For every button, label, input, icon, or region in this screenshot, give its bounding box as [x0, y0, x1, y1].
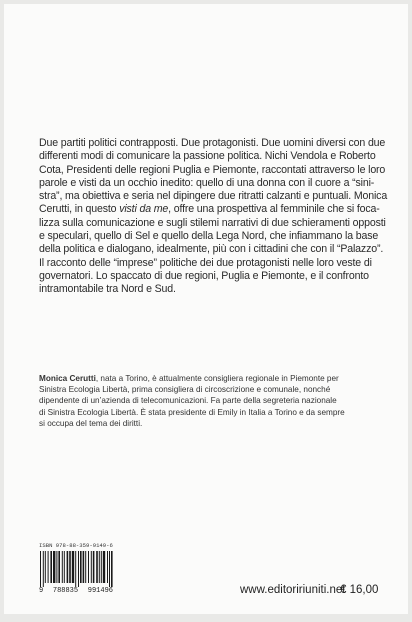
blurb-line-start: Cerutti, in questo — [39, 203, 120, 216]
barcode-bar — [75, 551, 76, 587]
blurb-line: Il racconto delle “imprese” politiche dei due protagonisti nelle loro veste di — [39, 256, 372, 269]
blurb-line: Due partiti politici contrapposti. Due protagonisti. Due uomini diversi con due — [39, 137, 386, 149]
barcode-bar — [48, 551, 49, 583]
barcode-bar — [83, 551, 85, 583]
barcode-graphic — [39, 551, 113, 587]
barcode-bar — [103, 551, 105, 583]
barcode-bar — [43, 551, 44, 587]
blurb-line — [39, 203, 379, 216]
barcode-digit-group-1: 788835 — [52, 587, 79, 595]
barcode-bar — [88, 551, 89, 583]
barcode-bar — [67, 551, 69, 583]
blurb-line: e speculari, quello di Sel e quello della Lega Nord, che infiammano la base — [39, 230, 379, 243]
barcode-bar — [69, 551, 71, 583]
barcode-bar — [107, 551, 108, 583]
barcode-bar — [80, 551, 82, 583]
barcode-bar — [96, 551, 98, 583]
author-bio-line: Sinistra Ecologia Libertà, prima consigliera di circoscrizione e comunale, nonché — [39, 385, 331, 395]
blurb-line: intramontabile tra Nord e Sud. — [39, 283, 176, 296]
publisher-website: www.editoririuniti.net — [240, 584, 346, 596]
barcode-digit-group-2: 991496 — [87, 587, 113, 595]
barcode-bar — [91, 551, 92, 583]
barcode-bar — [50, 551, 52, 583]
barcode-bar — [58, 551, 60, 583]
blurb-line: lizza sulla comunicazione e sugli stilemi narrativi di due schieramenti opposti — [39, 216, 386, 229]
blurb-line: Cota, Presidenti delle regioni Puglia e Piemonte, raccontati attraverso le loro — [39, 163, 386, 176]
barcode-bar — [64, 551, 65, 583]
author-name: Monica Cerutti — [39, 374, 96, 383]
isbn-label: ISBN 978-88-359-9149-6 — [39, 542, 113, 549]
book-title-italic: visti da me — [119, 203, 169, 216]
barcode-bar — [111, 551, 113, 587]
barcode-digit-first: 9 — [39, 587, 44, 595]
barcode-bar — [78, 551, 79, 587]
author-bio — [39, 373, 384, 429]
barcode-bar — [53, 551, 55, 583]
book-back-cover — [4, 4, 408, 614]
barcode-bar — [72, 551, 74, 583]
blurb-line: parole e visti da un occhio inedito: quello di una donna con il cuore a “sini- — [39, 176, 375, 189]
author-bio-line: dipendente di un’azienda di telecomunicazioni. Fa parte della segreteria nazionale — [39, 396, 337, 406]
author-bio-line: di Sinistra Ecologia Libertà. È stata presidente di Emily in Italia a Torino e da sempre — [39, 407, 345, 417]
author-bio-line: si occupa del tema dei diritti. — [39, 418, 143, 428]
barcode-bar — [99, 551, 100, 583]
blurb-text — [39, 137, 388, 297]
barcode-bar — [85, 551, 86, 583]
blurb-line: governatori. Lo spaccato di due regioni, Puglia e Piemonte, e il confronto — [39, 269, 369, 282]
barcode-bar — [40, 551, 41, 587]
blurb-line-end: , offre una prospettiva al femminile che si foca- — [168, 203, 380, 216]
blurb-line: della politica e dialogano, idealmente, più con i cittadini che con il “Palazzo”. — [39, 243, 384, 256]
barcode-digits — [39, 587, 113, 595]
author-bio-line: Monica Cerutti, nata a Torino, è attualmente consigliera regionale in Piemonte per — [39, 374, 339, 383]
price-label: € 16,00 — [340, 584, 379, 596]
blurb-line: differenti modi di comunicare la passione politica. Nichi Vendola e Roberto — [39, 150, 376, 163]
barcode-bar — [101, 551, 102, 583]
barcode-bar — [62, 551, 63, 583]
barcode-bar — [109, 551, 110, 587]
barcode-bar — [93, 551, 95, 583]
blurb-line: stra”, ma obiettiva e seria nel dipingere due ritratti calzanti e puntuali. Monica — [39, 190, 388, 203]
isbn-barcode-block — [39, 542, 113, 595]
barcode-bar — [56, 551, 57, 583]
barcode-bar — [45, 551, 46, 583]
